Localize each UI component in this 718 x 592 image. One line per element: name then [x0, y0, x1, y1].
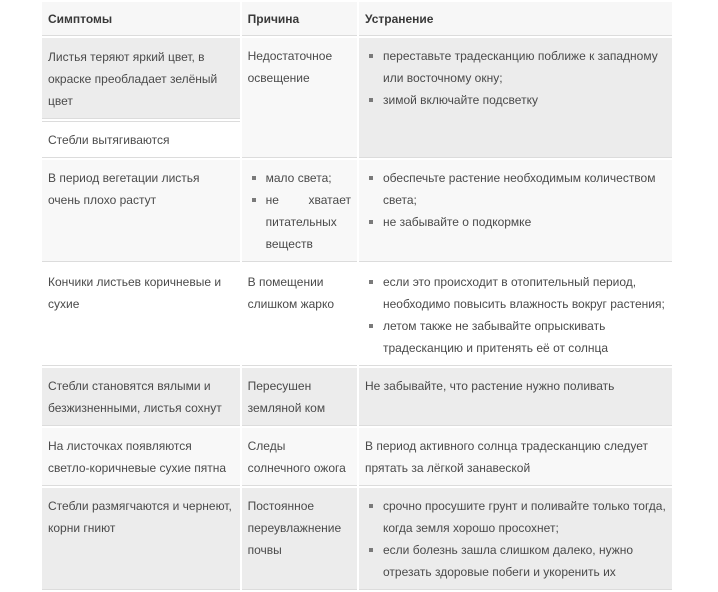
fix-cell — [359, 38, 672, 158]
bullet-icon — [369, 176, 373, 180]
fix-list — [365, 271, 666, 359]
table-row — [42, 368, 672, 426]
table-row — [42, 428, 672, 486]
list-item: срочно просушите грунт и поливайте только тогда, когда земля хорошо просохнет; — [365, 495, 666, 539]
fix-list — [365, 167, 666, 233]
symptoms-table — [40, 0, 674, 592]
table-row — [42, 160, 672, 262]
cause-cell: Следы солнечного ожога — [242, 428, 357, 486]
bullet-icon — [369, 280, 373, 284]
table-row — [42, 488, 672, 590]
list-item: не забывайте о подкормке — [365, 211, 666, 233]
bullet-icon — [252, 176, 256, 180]
fix-cell: Не забывайте, что растение нужно поливать — [359, 368, 672, 426]
cause-list — [248, 167, 351, 255]
header-cause: Причина — [242, 2, 357, 36]
cause-cell — [242, 160, 357, 262]
fix-list — [365, 45, 666, 111]
cause-cell: Постоянное переувлажнение почвы — [242, 488, 357, 590]
fix-cell — [359, 160, 672, 262]
bullet-icon — [369, 504, 373, 508]
symptom-cell: В период вегетации листья очень плохо растут — [42, 160, 240, 262]
table-row — [42, 38, 672, 119]
list-item: если болезнь зашла слишком далеко, нужно отрезать здоровые побеги и укоренить их — [365, 539, 666, 583]
symptom-cell: Листья теряют яркий цвет, в окраске преобладает зелёный цвет — [42, 38, 240, 119]
header-fix: Устранение — [359, 2, 672, 36]
list-item: мало света; — [248, 167, 351, 189]
symptom-cell: На листочках появляются светло-коричневые сухие пятна — [42, 428, 240, 486]
symptom-cell: Стебли вытягиваются — [42, 121, 240, 158]
list-item: зимой включайте подсветку — [365, 89, 666, 111]
fix-cell: В период активного солнца традесканцию следует прятать за лёгкой занавеской — [359, 428, 672, 486]
cause-cell: Пересушен земляной ком — [242, 368, 357, 426]
symptom-cell: Стебли размягчаются и чернеют, корни гниют — [42, 488, 240, 590]
fix-list — [365, 495, 666, 583]
header-symptoms: Симптомы — [42, 2, 240, 36]
symptom-cell: Стебли становятся вялыми и безжизненными, листья сохнут — [42, 368, 240, 426]
bullet-icon — [369, 98, 373, 102]
list-item: летом также не забывайте опрыскивать традесканцию и притенять её от солнца — [365, 315, 666, 359]
cause-cell: Недостаточное освещение — [242, 38, 357, 158]
bullet-icon — [369, 220, 373, 224]
fix-cell — [359, 264, 672, 366]
bullet-icon — [369, 54, 373, 58]
list-item: обеспечьте растение необходимым количеством света; — [365, 167, 666, 211]
cause-cell: В помещении слишком жарко — [242, 264, 357, 366]
symptom-cell: Кончики листьев коричневые и сухие — [42, 264, 240, 366]
list-item: если это происходит в отопительный период, необходимо повысить влажность вокруг растения; — [365, 271, 666, 315]
list-item: переставьте традесканцию поближе к западному или восточному окну; — [365, 45, 666, 89]
list-item: не хватает питательных веществ — [248, 189, 351, 255]
bullet-icon — [369, 324, 373, 328]
table-header-row — [42, 2, 672, 36]
fix-cell — [359, 488, 672, 590]
table-row — [42, 264, 672, 366]
care-table-container — [40, 0, 674, 592]
bullet-icon — [252, 198, 256, 202]
bullet-icon — [369, 548, 373, 552]
